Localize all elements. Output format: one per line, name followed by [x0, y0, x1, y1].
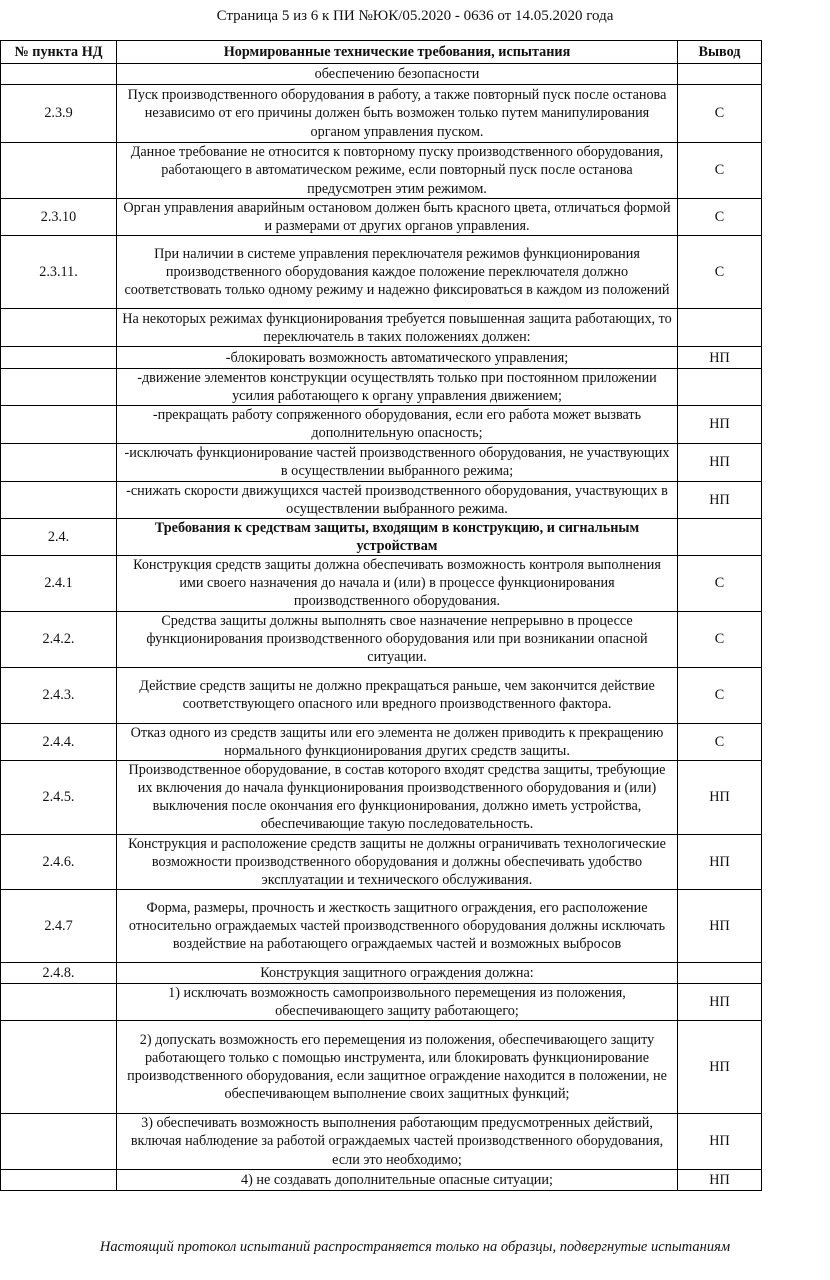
table-row [1, 667, 762, 723]
verdict-cell: НП [678, 834, 762, 889]
verdict-cell [678, 369, 762, 406]
clause-number-cell [1, 347, 117, 369]
verdict-cell: С [678, 199, 762, 236]
clause-number-cell [1, 64, 117, 85]
requirement-cell: Конструкция защитного ограждения должна: [117, 962, 678, 983]
requirement-cell: -прекращать работу сопряженного оборудования, если его работа может вызвать дополнительную опасность; [117, 406, 678, 443]
requirement-cell: Отказ одного из средств защиты или его элемента не должен приводить к прекращению нормального функционирования других средств защиты. [117, 723, 678, 760]
clause-number-cell [1, 481, 117, 518]
verdict-cell: С [678, 611, 762, 667]
verdict-cell: НП [678, 406, 762, 443]
requirement-cell: На некоторых режимах функционирования требуется повышенная защита работающих, то переключатель в таких положениях должен: [117, 309, 678, 347]
clause-number-cell [1, 1113, 117, 1169]
requirement-cell: 4) не создавать дополнительные опасные ситуации; [117, 1169, 678, 1190]
requirement-cell: Орган управления аварийным остановом должен быть красного цвета, отличаться формой и размерами от других органов управления. [117, 199, 678, 236]
verdict-cell: НП [678, 347, 762, 369]
verdict-cell: НП [678, 481, 762, 518]
clause-number-cell: 2.4.7 [1, 889, 117, 962]
table-row [1, 1020, 762, 1113]
clause-number-cell: 2.3.10 [1, 199, 117, 236]
clause-number-cell: 2.4. [1, 518, 117, 555]
requirements-table [0, 40, 762, 1191]
clause-number-cell: 2.4.8. [1, 962, 117, 983]
table-row [1, 611, 762, 667]
column-header-requirement: Нормированные технические требования, испытания [117, 41, 678, 64]
clause-number-cell [1, 369, 117, 406]
requirement-cell: -исключать функционирование частей производственного оборудования, не участвующих в осуществлении выбранного режима; [117, 443, 678, 481]
clause-number-cell [1, 143, 117, 199]
verdict-cell: НП [678, 1169, 762, 1190]
table-row [1, 555, 762, 611]
table-row [1, 889, 762, 962]
requirement-cell: Производственное оборудование, в состав которого входят средства защиты, требующие их включения до начала функционирования производственного оборудования и (или) выключения после окончания его функционирования, должно иметь устройства, обеспечивающие такую последовательность. [117, 761, 678, 834]
requirement-cell: Форма, размеры, прочность и жесткость защитного ограждения, его расположение относительно ограждаемых частей производственного оборудования должны исключать воздействие на работающего ограждаемых частей и возможных выбросов [117, 889, 678, 962]
requirement-cell: Средства защиты должны выполнять свое назначение непрерывно в процессе функционирования производственного оборудования или при возникании опасной ситуации. [117, 611, 678, 667]
verdict-cell [678, 64, 762, 85]
clause-number-cell: 2.3.11. [1, 236, 117, 309]
requirement-cell: обеспечению безопасности [117, 64, 678, 85]
verdict-cell: С [678, 85, 762, 143]
verdict-cell: С [678, 236, 762, 309]
table-row [1, 64, 762, 85]
requirement-cell: При наличии в системе управления переключателя режимов функционирования производственного оборудования каждое положение переключателя должно соответствовать только одному режиму и надежно фиксироваться в каждом из положений [117, 236, 678, 309]
requirement-cell: Конструкция и расположение средств защиты не должны ограничивать технологические возможности производственного оборудования и должны обеспечивать удобство эксплуатации и технического обслуживания. [117, 834, 678, 889]
table-row [1, 983, 762, 1020]
verdict-cell: НП [678, 983, 762, 1020]
table-row [1, 85, 762, 143]
column-header-clause: № пункта НД [1, 41, 117, 64]
clause-number-cell [1, 309, 117, 347]
verdict-cell: НП [678, 761, 762, 834]
verdict-cell: НП [678, 889, 762, 962]
requirement-cell: Пуск производственного оборудования в работу, а также повторный пуск после останова независимо от его причины должен быть возможен только путем манипулирования органом управления пуском. [117, 85, 678, 143]
table-row [1, 309, 762, 347]
table-row [1, 518, 762, 555]
clause-number-cell [1, 443, 117, 481]
table-row [1, 1113, 762, 1169]
verdict-cell [678, 518, 762, 555]
table-row [1, 369, 762, 406]
requirement-cell: Конструкция средств защиты должна обеспечивать возможность контроля выполнения ими своего назначения до начала и (или) в процессе функционирования производственного оборудования. [117, 555, 678, 611]
requirement-cell: Данное требование не относится к повторному пуску производственного оборудования, работающего в автоматическом режиме, если повторный пуск после останова предусмотрен этим режимом. [117, 143, 678, 199]
clause-number-cell: 2.4.5. [1, 761, 117, 834]
table-row [1, 443, 762, 481]
table-row [1, 962, 762, 983]
requirement-cell: -движение элементов конструкции осуществлять только при постоянном приложении усилия работающего к органу управления движением; [117, 369, 678, 406]
verdict-cell: С [678, 723, 762, 760]
requirement-cell: 2) допускать возможность его перемещения из положения, обеспечивающего защиту работающего только с помощью инструмента, или блокировать функционирование производственного оборудования, если защитное ограждение находится в положении, не обеспечивающем выполнение своих защитных функций; [117, 1020, 678, 1113]
table-row [1, 834, 762, 889]
clause-number-cell: 2.4.1 [1, 555, 117, 611]
clause-number-cell: 2.4.4. [1, 723, 117, 760]
clause-number-cell [1, 1020, 117, 1113]
clause-number-cell [1, 983, 117, 1020]
column-header-verdict: Вывод [678, 41, 762, 64]
verdict-cell: С [678, 667, 762, 723]
table-row [1, 761, 762, 834]
table-row [1, 199, 762, 236]
requirement-cell: -блокировать возможность автоматического управления; [117, 347, 678, 369]
requirement-cell: -снижать скорости движущихся частей производственного оборудования, участвующих в осуществлении выбранного режима. [117, 481, 678, 518]
verdict-cell: С [678, 143, 762, 199]
requirement-cell: 3) обеспечивать возможность выполнения работающим предусмотренных действий, включая наблюдение за работой ограждаемых частей производственного оборудования, если это необходимо; [117, 1113, 678, 1169]
requirement-cell: 1) исключать возможность самопроизвольного перемещения из положения, обеспечивающего защиту работающего; [117, 983, 678, 1020]
table-row [1, 236, 762, 309]
requirement-cell: Требования к средствам защиты, входящим в конструкцию, и сигнальным устройствам [117, 518, 678, 555]
clause-number-cell: 2.4.2. [1, 611, 117, 667]
clause-number-cell: 2.4.6. [1, 834, 117, 889]
table-row [1, 406, 762, 443]
requirement-cell: Действие средств защиты не должно прекращаться раньше, чем закончится действие соответствующего опасного или вредного производственного фактора. [117, 667, 678, 723]
verdict-cell [678, 309, 762, 347]
table-row [1, 1169, 762, 1190]
table-header-row [1, 41, 762, 64]
table-row [1, 143, 762, 199]
verdict-cell: С [678, 555, 762, 611]
clause-number-cell [1, 1169, 117, 1190]
table-row [1, 723, 762, 760]
page-footer: Настоящий протокол испытаний распространяется только на образцы, подвергнутые испытаниям [99, 1239, 731, 1255]
clause-number-cell: 2.3.9 [1, 85, 117, 143]
table-body [1, 64, 762, 1191]
verdict-cell: НП [678, 1020, 762, 1113]
verdict-cell [678, 962, 762, 983]
table-row [1, 347, 762, 369]
page-header: Страница 5 из 6 к ПИ №ЮК/05.2020 - 0636 от 14.05.2020 года [216, 8, 614, 24]
table-row [1, 481, 762, 518]
verdict-cell: НП [678, 1113, 762, 1169]
clause-number-cell: 2.4.3. [1, 667, 117, 723]
verdict-cell: НП [678, 443, 762, 481]
clause-number-cell [1, 406, 117, 443]
